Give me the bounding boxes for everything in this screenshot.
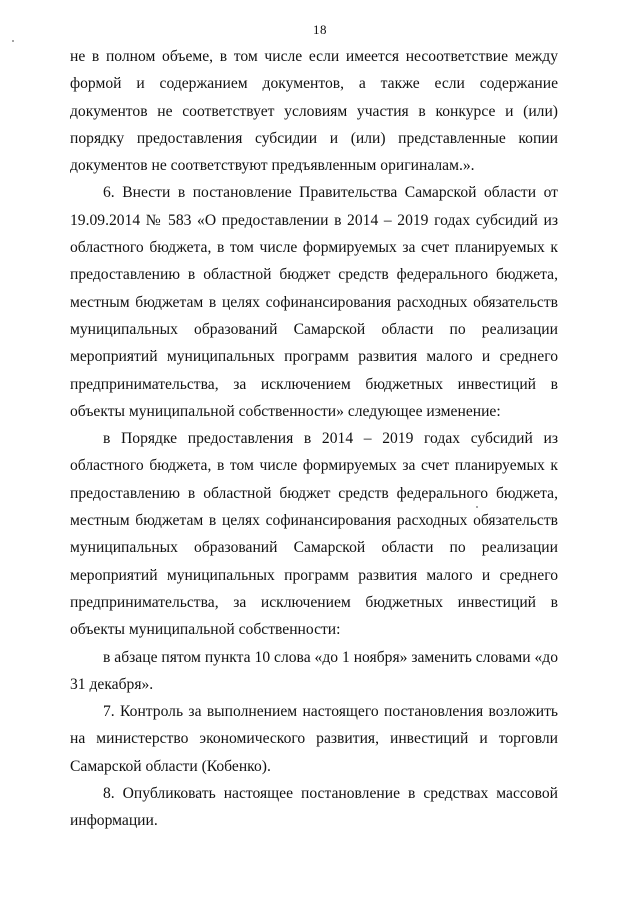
paragraph-replace-words: в абзаце пятом пункта 10 слова «до 1 ноября» заменить словами «до 31 декабря».	[70, 648, 558, 693]
paragraph-item-8: 8. Опубликовать настоящее постановление в средствах массовой информации.	[70, 785, 558, 830]
paragraph-procedure-change: в Порядке предоставления в 2014 – 2019 годах субсидий из областного бюджета, в том числе формируемых за счет планируемых к предоставлению в областной бюджет средств федерального бюджета, местным бюджетам в целях софинансирования расходных обязательств муниципальных образований Самарской области по реализации мероприятий муниципальных программ развития малого и среднего предпринимательства, за исключением бюджетных инвестиций в объекты муниципальной собственности:	[70, 430, 558, 639]
scan-speck	[476, 506, 478, 508]
page-number: 18	[313, 22, 327, 37]
paragraph-continuation: не в полном объеме, в том числе если имеется несоответствие между формой и содержанием документов, а также если содержание документов не соответствует условиям участия в конкурсе и (или) порядку предоставления субсидии и (или) представленные копии документов не соответствуют предъявленным оригиналам.».	[70, 48, 558, 175]
paragraph-item-7: 7. Контроль за выполнением настоящего постановления возложить на министерство экономического развития, инвестиций и торговли Самарской области (Кобенко).	[70, 703, 558, 775]
paragraph-item-6: 6. Внести в постановление Правительства Самарской области от 19.09.2014 № 583 «О предоставлении в 2014 – 2019 годах субсидий из областного бюджета, в том числе формируемых за счет планируемых к предоставлению в областной бюджет средств федерального бюджета, местным бюджетам в целях софинансирования расходных обязательств муниципальных образований Самарской области по реализации мероприятий муниципальных программ развития малого и среднего предпринимательства, за исключением бюджетных инвестиций в объекты муниципальной собственности» следующее изменение:	[70, 184, 558, 420]
scan-speck	[12, 40, 14, 42]
document-body	[70, 43, 558, 835]
